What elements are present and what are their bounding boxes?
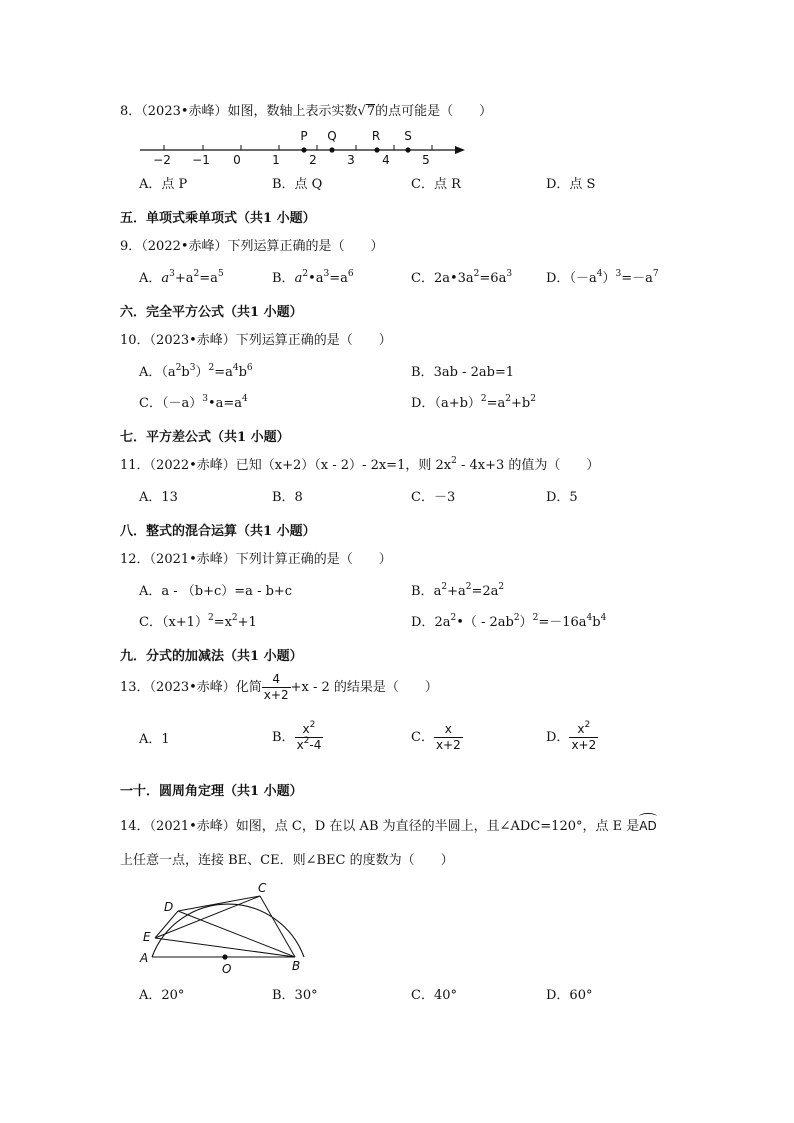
point-label: S — [404, 129, 412, 143]
section-heading: 九．分式的加减法（共1 小题） — [120, 649, 303, 664]
label-e: E — [143, 930, 151, 944]
q10-stem: 10．（2023•赤峰）下列运算正确的是（ ） — [120, 333, 392, 348]
q14-stem-continued: 上任意一点，连接 BE、CE．则∠BEC 的度数为（ ） — [120, 853, 454, 868]
label-d: D — [164, 900, 174, 914]
tick-label: 0 — [233, 153, 241, 167]
sqrt-radicand: 7 — [366, 104, 376, 119]
q12-option-b: B．$a^2+a^2=2a^2$ — [411, 582, 505, 599]
tick-label: 4 — [382, 153, 390, 167]
q12-stem: 12．（2021•赤峰）下列计算正确的是（ ） — [120, 552, 392, 567]
q10-option-b: B．3ab - 2ab=1 — [411, 365, 515, 380]
q14-option-c: C．40° — [411, 988, 457, 1003]
q13-option-b: B． $\frac{x^2}{x^2-4}$ — [272, 720, 322, 752]
q12-option-d: D．$2a^2•( - 2ab^2)^2=-16a^4b^4$ — [411, 613, 607, 630]
label-o: O — [222, 962, 232, 976]
point-p — [301, 147, 306, 152]
q10-option-c: C．$(-a)^3•a=a^4$ — [139, 394, 248, 411]
tick-label: −2 — [153, 153, 171, 167]
q11-option-d: D．5 — [546, 490, 578, 505]
q8-option-b: B．点 Q — [272, 177, 323, 192]
tick-label: 3 — [347, 153, 355, 167]
section-heading: 七．平方差公式（共1 小题） — [120, 430, 290, 445]
q14-stem: 14．（2021•赤峰）如图，点 C，D 在以 AB 为直径的半圆上，且∠ADC=120°，点 E 是AD — [120, 819, 657, 834]
q11-stem: 11．（2022•赤峰）已知（x+2）（x - 2）- 2x=1，则 $2x^2 - 4x+3$ 的值为（ ） — [120, 456, 600, 473]
center-point — [222, 954, 227, 959]
q13-option-a: A．1 — [139, 732, 170, 747]
tick-label: 1 — [272, 153, 280, 167]
q10-option-a: A．$(a^2b^3)^2=a^4b^6$ — [139, 363, 253, 380]
section-heading: 五．单项式乘单项式（共1 小题） — [120, 211, 316, 226]
fraction: $\frac{x^2}{x^2-4}$ — [296, 720, 322, 752]
q8-option-d: D．点 S — [546, 177, 596, 192]
q13-option-d: D． $\frac{x^2}{x+2}$ — [546, 720, 597, 752]
q11-option-a: A．13 — [139, 490, 178, 505]
point-q — [329, 147, 334, 152]
q11-option-b: B．8 — [272, 490, 303, 505]
q12-option-a: A．a - （b+c）=a - b+c — [139, 584, 293, 599]
label-c: C — [258, 881, 267, 895]
q9-option-d: D．$(-a^4)^3=-a^7$ — [546, 269, 659, 286]
q13-stem: 13．（2023•赤峰）化简 $\frac{4}{x+2}$ +x - 2 的结果是（ ） — [120, 672, 438, 702]
tick-label: 5 — [422, 153, 430, 167]
tick-label: −1 — [192, 153, 210, 167]
tick-label: 2 — [309, 153, 317, 167]
q9-option-c: C．$2a•3a^2=6a^3$ — [411, 269, 513, 286]
q11-option-c: C．－3 — [411, 490, 456, 505]
section-heading: 八．整式的混合运算（共1 小题） — [120, 524, 316, 539]
point-s — [405, 147, 410, 152]
label-b: B — [292, 959, 301, 973]
arc-symbol: AD — [639, 819, 657, 833]
semicircle-diagram — [138, 878, 318, 978]
q9-stem: 9．（2022•赤峰）下列运算正确的是（ ） — [120, 239, 384, 254]
section-heading: 一十．圆周角定理（共1 小题） — [120, 784, 303, 799]
point-r — [374, 147, 379, 152]
q14-option-d: D．60° — [546, 988, 593, 1003]
q8-option-a: A．点 P — [139, 177, 188, 192]
point-label: R — [371, 129, 381, 143]
q9-option-a: A．$a^3+a^2=a^5$ — [139, 269, 224, 286]
point-label: P — [300, 129, 308, 143]
q13-option-c: C． $\frac{x}{x+2}$ — [411, 722, 461, 752]
point-label: Q — [327, 129, 337, 143]
fraction: $\frac{x^2}{x+2}$ — [571, 720, 597, 752]
q8-option-c: C．点 R — [411, 177, 461, 192]
q14-option-b: B．30° — [272, 988, 318, 1003]
q8-stem: 8．（2023•赤峰）如图，数轴上表示实数√7的点可能是（ ） — [120, 104, 493, 119]
fraction: $\frac{4}{x+2}$ — [263, 672, 289, 702]
label-a: A — [140, 951, 149, 965]
q9-option-b: B．$a^2•a^3=a^6$ — [272, 269, 354, 286]
q14-option-a: A．20° — [139, 988, 185, 1003]
section-heading: 六．完全平方公式（共1 小题） — [120, 305, 303, 320]
q10-option-d: D．$(a+b)^2=a^2+b^2$ — [411, 394, 536, 411]
number-line — [135, 128, 475, 168]
fraction: $\frac{x}{x+2}$ — [435, 722, 461, 752]
q12-option-c: C．$(x+1)^2=x^2+1$ — [139, 613, 257, 630]
